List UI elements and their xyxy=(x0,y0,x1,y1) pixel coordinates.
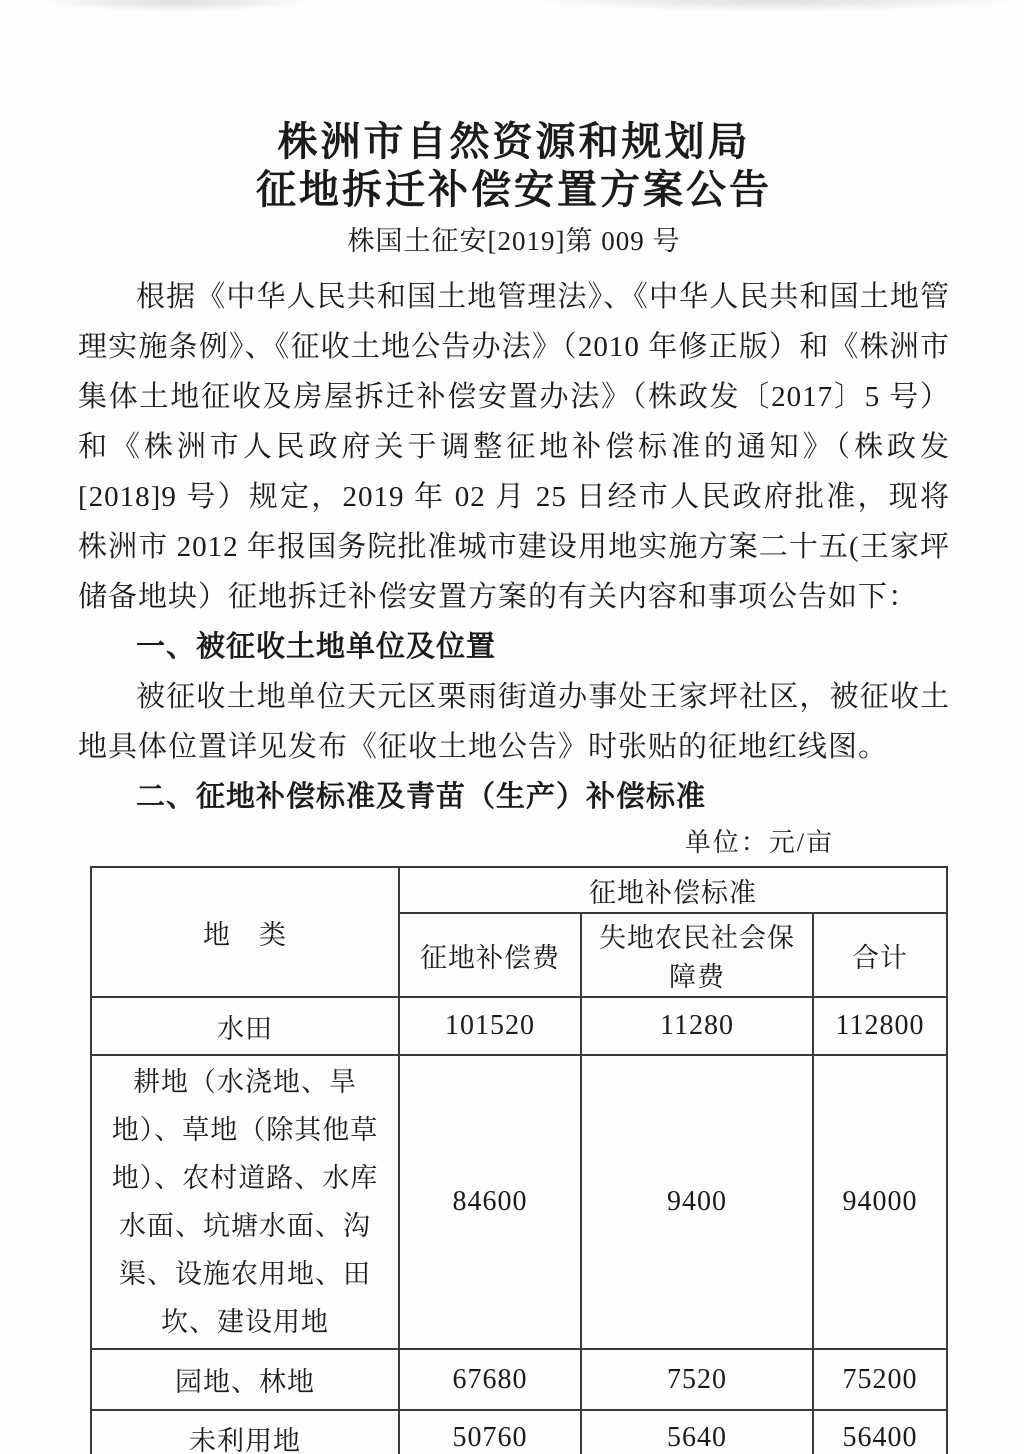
table-row xyxy=(91,1410,947,1454)
section2-heading: 二、征地补偿标准及青苗（生产）补偿标准 xyxy=(136,781,707,813)
total-cell: 112800 xyxy=(813,997,947,1055)
compensation-group-header: 征地补偿标准 xyxy=(399,867,947,913)
social-security-cell: 7520 xyxy=(581,1349,813,1410)
intro-paragraph: 根据《中华人民共和国土地管理法》、《中华人民共和国土地管理实施条例》、《征收土地公告办法》（2010 年修正版）和《株洲市集体土地征收及房屋拆迁补偿安置办法》（株政发〔2017〕5 号）和《株洲市人民政府关于调整征地补偿标准的通知》（株政发[2018]9 号）规定，2019 年 02 月 25 日经市人民政府批准，现将株洲市 2012 年报国务院批准城市建设用地实施方案二十五(王家坪储备地块）征地拆迁补偿安置方案的有关内容和事项公告如下： xyxy=(78,281,950,613)
compensation-table xyxy=(90,866,948,1454)
land-type-cell: 园地、林地 xyxy=(91,1349,399,1410)
land-type-cell: 水田 xyxy=(91,997,399,1055)
subheader-total: 合计 xyxy=(813,913,947,997)
table-unit-note: 单位：元/亩 xyxy=(684,828,834,857)
total-cell: 56400 xyxy=(813,1410,947,1454)
table-header-row-1 xyxy=(91,867,947,913)
total-cell: 75200 xyxy=(813,1349,947,1410)
social-security-cell: 9400 xyxy=(581,1055,813,1349)
land-type-cell: 耕地（水浇地、旱地）、草地（除其他草地）、农村道路、水库水面、坑塘水面、沟渠、设施农用地、田坎、建设用地 xyxy=(91,1055,399,1349)
table-row xyxy=(91,1349,947,1410)
compensation-cell: 101520 xyxy=(399,997,581,1055)
table-row xyxy=(91,1055,947,1349)
scan-artifact-right xyxy=(535,0,1015,11)
document-body xyxy=(78,272,950,822)
compensation-cell: 84600 xyxy=(399,1055,581,1349)
scan-artifact-left xyxy=(40,0,310,11)
document-title-line1: 株洲市自然资源和规划局 xyxy=(277,119,751,164)
section1-heading: 一、被征收土地单位及位置 xyxy=(136,631,497,663)
subheader-compensation-fee: 征地补偿费 xyxy=(399,913,581,997)
subheader-social-security-fee: 失地农民社会保障费 xyxy=(581,913,813,997)
compensation-cell: 50760 xyxy=(399,1410,581,1454)
table-row xyxy=(91,997,947,1055)
document-number: 株国土征安[2019]第 009 号 xyxy=(347,226,681,256)
land-type-cell: 未利用地 xyxy=(91,1410,399,1454)
document-title-line2: 征地拆迁补偿安置方案公告 xyxy=(256,167,772,212)
section1-paragraph: 被征收土地单位天元区栗雨街道办事处王家坪社区，被征收土地具体位置详见发布《征收土地公告》时张贴的征地红线图。 xyxy=(78,681,950,763)
social-security-cell: 11280 xyxy=(581,997,813,1055)
land-type-column-header: 地 类 xyxy=(91,867,399,997)
social-security-cell: 5640 xyxy=(581,1410,813,1454)
compensation-cell: 67680 xyxy=(399,1349,581,1410)
total-cell: 94000 xyxy=(813,1055,947,1349)
